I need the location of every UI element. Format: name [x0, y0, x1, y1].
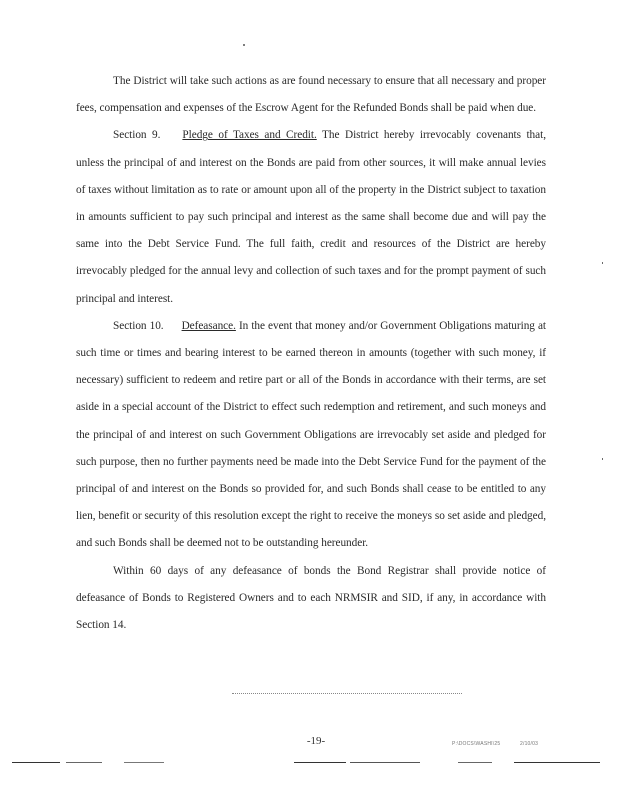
footer-rule: [458, 762, 492, 763]
doc-code-right: 2/10/03: [520, 741, 539, 747]
page-number: -19-: [306, 735, 326, 747]
footer-rule: [66, 762, 102, 763]
footer-rule: [514, 762, 600, 763]
scan-speck: [243, 44, 245, 46]
footer-rule: [12, 762, 60, 763]
paragraph-section-10: [76, 313, 546, 558]
scan-dotted-line: [232, 693, 462, 694]
scan-speck: [602, 458, 603, 460]
section-9-title: Pledge of Taxes and Credit.: [182, 129, 317, 142]
doc-code-left: P:\DOCS\WASHI\25: [452, 741, 501, 747]
paragraph-escrow-fees: The District will take such actions as are found necessary to ensure that all necessary and proper fees, compensation and expenses of the Escrow Agent for the Refunded Bonds shall be paid when due.: [76, 75, 546, 115]
footer-rule: [350, 762, 420, 763]
footer-rule: [294, 762, 346, 763]
paragraph-defeasance-notice: Within 60 days of any defeasance of bonds the Bond Registrar shall provide notice of defeasance of Bonds to Registered Owners and to each NRMSIR and SID, if any, in accordance with Section 14.: [76, 564, 546, 632]
section-10-title: Defeasance.: [181, 319, 236, 332]
section-10-body: In the event that money and/or Government Obligations maturing at such time or times and bearing interest to be earned thereon in amounts (together with such money, if necessary) sufficient to redeem and retire part or all of the Bonds in accordance with their terms, are set aside in a special account of the District to effect such redemption and retirement, and such moneys and the principal of and interest on such Government Obligations are irrevocably set aside and pledged for such purpose, then no further payments need be made into the Debt Service Fund for the payment of the principal of and interest on the Bonds so provided for, and such Bonds shall cease to be entitled to any lien, benefit or security of this resolution except the right to receive the moneys so set aside and pledged, and such Bonds shall be deemed not to be outstanding hereunder.: [76, 319, 546, 550]
paragraph-section-9: [76, 122, 546, 312]
section-9-body: The District hereby irrevocably covenants that, unless the principal of and interest on the Bonds are paid from other sources, it will make annual levies of taxes without limitation as to rate or amount upon all of the property in the District subject to taxation in amounts sufficient to pay such principal and interest as the same shall become due and will pay the same into the Debt Service Fund. The full faith, credit and resources of the District are hereby irrevocably pledged for the annual levy and collection of such taxes and for the prompt payment of such principal and interest.: [76, 129, 546, 305]
section-10-heading: Section 10.: [113, 319, 164, 332]
scan-speck: [602, 262, 603, 264]
body-text: [76, 68, 546, 639]
section-9-heading: Section 9.: [113, 129, 161, 142]
footer-rule: [124, 762, 164, 763]
